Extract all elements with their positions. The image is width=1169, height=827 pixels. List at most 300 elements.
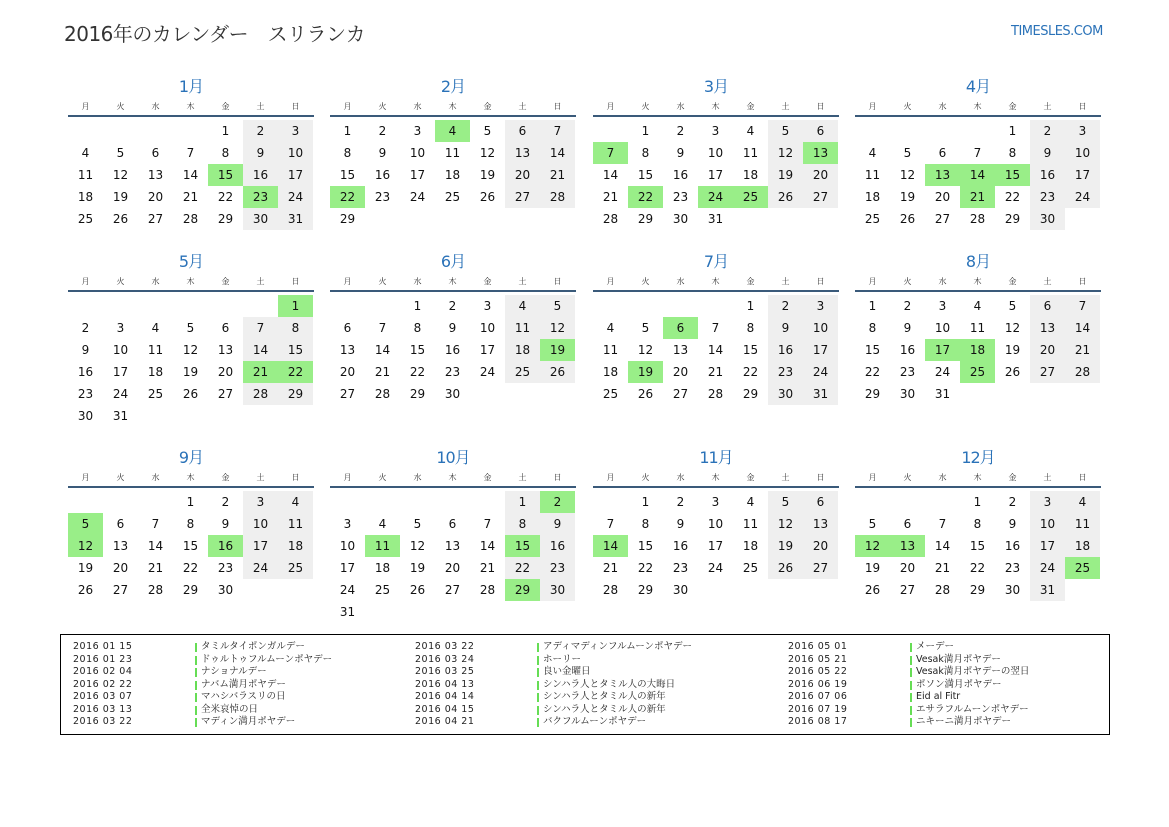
- holiday-legend: [60, 634, 1110, 735]
- day-cell: 9: [81, 343, 90, 357]
- day-cell: 11: [77, 168, 94, 182]
- holiday-day-cell: 22: [628, 186, 663, 208]
- weekday-label: 木: [448, 277, 457, 286]
- day-cell: 28: [182, 212, 199, 226]
- weekday-header: [330, 101, 576, 113]
- day-cell: 5: [768, 491, 803, 513]
- day-cell: 15: [278, 339, 313, 361]
- day-cell: 25: [505, 361, 540, 383]
- day-cell: 30: [672, 212, 689, 226]
- month-name: 5月: [178, 252, 204, 271]
- weekday-label: 火: [378, 102, 387, 111]
- day-cell: 25: [742, 561, 759, 575]
- weekday-label: 火: [641, 473, 650, 482]
- day-cell: 25: [77, 212, 94, 226]
- day-grid: [593, 491, 839, 623]
- day-cell: 8: [505, 513, 540, 535]
- day-cell: 5: [413, 517, 422, 531]
- holiday-day-cell: 29: [505, 579, 540, 601]
- day-cell: 13: [505, 142, 540, 164]
- day-cell: 18: [742, 539, 759, 553]
- day-cell: 14: [243, 339, 278, 361]
- day-cell: 12: [899, 168, 916, 182]
- day-cell: 22: [1004, 190, 1021, 204]
- month-name: 1月: [178, 77, 204, 96]
- day-grid: [593, 295, 839, 427]
- day-cell: 29: [339, 212, 356, 226]
- holiday-day-cell: 6: [663, 317, 698, 339]
- day-cell: 25: [602, 387, 619, 401]
- weekday-label: 金: [483, 102, 492, 111]
- weekday-header: [68, 472, 314, 484]
- day-cell: 18: [147, 365, 164, 379]
- day-cell: 14: [934, 539, 951, 553]
- day-cell: 5: [483, 124, 492, 138]
- day-cell: 11: [864, 168, 881, 182]
- day-grid: [855, 295, 1101, 427]
- day-cell: 28: [707, 387, 724, 401]
- day-cell: 14: [147, 539, 164, 553]
- day-cell: 4: [378, 517, 387, 531]
- holiday-date: 2016 03 13: [73, 703, 133, 715]
- holiday-day-cell: 22: [330, 186, 365, 208]
- header-divider: [855, 486, 1101, 488]
- day-grid: [68, 295, 314, 427]
- day-cell: 7: [711, 321, 720, 335]
- legend-marker: [910, 693, 912, 702]
- holiday-day-cell: 13: [803, 142, 838, 164]
- site-name: TIMESLES.COM: [1011, 24, 1103, 39]
- holiday-day-cell: 21: [243, 361, 278, 383]
- day-cell: 6: [505, 120, 540, 142]
- weekday-label: 月: [868, 277, 877, 286]
- weekday-label: 日: [291, 102, 300, 111]
- day-cell: 8: [1008, 146, 1017, 160]
- day-cell: 17: [707, 168, 724, 182]
- day-cell: 4: [278, 491, 313, 513]
- day-cell: 27: [505, 186, 540, 208]
- month-name: 11月: [699, 448, 733, 467]
- day-cell: 19: [479, 168, 496, 182]
- weekday-label: 土: [518, 102, 527, 111]
- weekday-label: 金: [746, 277, 755, 286]
- day-cell: 2: [243, 120, 278, 142]
- day-cell: 7: [540, 120, 575, 142]
- weekday-label: 土: [518, 277, 527, 286]
- day-cell: 10: [243, 513, 278, 535]
- day-cell: 9: [221, 517, 230, 531]
- day-cell: 8: [641, 517, 650, 531]
- day-cell: 14: [374, 343, 391, 357]
- day-cell: 12: [637, 343, 654, 357]
- day-cell: 29: [278, 383, 313, 405]
- day-cell: 3: [938, 299, 947, 313]
- day-cell: 8: [413, 321, 422, 335]
- weekday-label: 土: [518, 473, 527, 482]
- day-grid: [855, 491, 1101, 623]
- day-cell: 30: [768, 383, 803, 405]
- day-cell: 7: [186, 146, 195, 160]
- day-cell: 3: [711, 124, 720, 138]
- day-cell: 8: [343, 146, 352, 160]
- holiday-date: 2016 04 21: [415, 716, 475, 727]
- day-cell: 28: [540, 186, 575, 208]
- day-cell: 3: [1065, 120, 1100, 142]
- day-grid: [593, 120, 839, 252]
- day-cell: 17: [707, 539, 724, 553]
- day-cell: 27: [1030, 361, 1065, 383]
- day-cell: 12: [112, 168, 129, 182]
- day-cell: 26: [637, 387, 654, 401]
- weekday-label: 日: [291, 277, 300, 286]
- day-cell: 10: [112, 343, 129, 357]
- day-cell: 19: [768, 535, 803, 557]
- holiday-name: マディン満月ポヤデー: [201, 716, 296, 727]
- day-cell: 30: [243, 208, 278, 230]
- weekday-header: [593, 472, 839, 484]
- header-divider: [68, 115, 314, 117]
- day-cell: 19: [77, 561, 94, 575]
- holiday-date: 2016 05 21: [788, 653, 848, 665]
- day-cell: 4: [606, 321, 615, 335]
- weekday-label: 木: [711, 277, 720, 286]
- holiday-date: 2016 05 01: [788, 641, 848, 652]
- day-cell: 27: [112, 583, 129, 597]
- day-cell: 28: [602, 212, 619, 226]
- day-cell: 11: [602, 343, 619, 357]
- day-cell: 29: [409, 387, 426, 401]
- day-cell: 24: [479, 365, 496, 379]
- day-cell: 15: [637, 539, 654, 553]
- day-cell: 10: [934, 321, 951, 335]
- weekday-label: 火: [378, 277, 387, 286]
- day-grid: [68, 491, 314, 623]
- day-cell: 16: [444, 343, 461, 357]
- day-cell: 24: [112, 387, 129, 401]
- day-cell: 30: [1004, 583, 1021, 597]
- day-cell: 29: [742, 387, 759, 401]
- holiday-name: Vesak満月ポヤデーの翌日: [916, 666, 1030, 677]
- day-cell: 9: [1008, 517, 1017, 531]
- day-cell: 9: [540, 513, 575, 535]
- weekday-label: 水: [151, 102, 160, 111]
- weekday-label: 月: [343, 473, 352, 482]
- holiday-date: 2016 04 13: [415, 678, 475, 690]
- day-cell: 19: [1004, 343, 1021, 357]
- day-cell: 26: [768, 186, 803, 208]
- day-cell: 19: [182, 365, 199, 379]
- day-cell: 17: [1030, 535, 1065, 557]
- day-cell: 11: [742, 146, 759, 160]
- day-cell: 25: [374, 583, 391, 597]
- day-cell: 18: [505, 339, 540, 361]
- day-cell: 29: [637, 583, 654, 597]
- day-cell: 6: [116, 517, 125, 531]
- day-cell: 4: [746, 495, 755, 509]
- day-cell: 13: [147, 168, 164, 182]
- weekday-header: [330, 276, 576, 288]
- day-cell: 1: [1008, 124, 1017, 138]
- day-cell: 13: [217, 343, 234, 357]
- header-divider: [593, 115, 839, 117]
- day-cell: 17: [112, 365, 129, 379]
- day-cell: 23: [77, 387, 94, 401]
- day-cell: 1: [641, 124, 650, 138]
- day-cell: 6: [343, 321, 352, 335]
- holiday-day-cell: 5: [68, 513, 103, 535]
- legend-marker: [910, 706, 912, 715]
- day-cell: 7: [378, 321, 387, 335]
- weekday-label: 日: [816, 102, 825, 111]
- day-cell: 24: [934, 365, 951, 379]
- day-cell: 18: [77, 190, 94, 204]
- day-cell: 29: [182, 583, 199, 597]
- day-cell: 3: [803, 295, 838, 317]
- weekday-label: 月: [606, 277, 615, 286]
- weekday-label: 土: [781, 473, 790, 482]
- holiday-day-cell: 4: [435, 120, 470, 142]
- day-cell: 28: [374, 387, 391, 401]
- day-cell: 11: [444, 146, 461, 160]
- day-cell: 14: [1065, 317, 1100, 339]
- legend-marker: [910, 681, 912, 690]
- day-cell: 3: [1030, 491, 1065, 513]
- weekday-label: 水: [413, 102, 422, 111]
- weekday-label: 月: [343, 277, 352, 286]
- holiday-day-cell: 21: [960, 186, 995, 208]
- day-cell: 16: [243, 164, 278, 186]
- day-cell: 1: [221, 124, 230, 138]
- day-cell: 15: [409, 343, 426, 357]
- day-cell: 26: [1004, 365, 1021, 379]
- weekday-label: 月: [606, 473, 615, 482]
- day-cell: 27: [899, 583, 916, 597]
- day-grid: [855, 120, 1101, 252]
- day-cell: 15: [864, 343, 881, 357]
- day-cell: 18: [864, 190, 881, 204]
- day-cell: 16: [374, 168, 391, 182]
- day-cell: 9: [243, 142, 278, 164]
- holiday-day-cell: 18: [960, 339, 995, 361]
- day-cell: 21: [934, 561, 951, 575]
- day-cell: 16: [1004, 539, 1021, 553]
- day-cell: 25: [147, 387, 164, 401]
- holiday-name: マハシバラスリの日: [201, 691, 286, 702]
- holiday-name: ドゥルトゥフルムーンポヤデー: [201, 653, 333, 665]
- day-cell: 6: [448, 517, 457, 531]
- weekday-label: 月: [81, 277, 90, 286]
- weekday-label: 金: [1008, 277, 1017, 286]
- day-cell: 21: [602, 561, 619, 575]
- day-cell: 18: [278, 535, 313, 557]
- day-cell: 18: [742, 168, 759, 182]
- day-cell: 10: [409, 146, 426, 160]
- day-cell: 13: [339, 343, 356, 357]
- day-cell: 21: [602, 190, 619, 204]
- day-cell: 4: [1065, 491, 1100, 513]
- day-cell: 21: [540, 164, 575, 186]
- day-cell: 1: [746, 299, 755, 313]
- day-cell: 22: [217, 190, 234, 204]
- weekday-label: 木: [973, 102, 982, 111]
- weekday-label: 火: [903, 277, 912, 286]
- weekday-label: 火: [641, 102, 650, 111]
- day-cell: 21: [374, 365, 391, 379]
- weekday-label: 日: [553, 277, 562, 286]
- weekday-label: 木: [973, 277, 982, 286]
- day-grid: [68, 120, 314, 252]
- holiday-day-cell: 13: [925, 164, 960, 186]
- month-name: 10月: [436, 448, 470, 467]
- weekday-label: 日: [1078, 102, 1087, 111]
- day-cell: 10: [278, 142, 313, 164]
- day-cell: 29: [637, 212, 654, 226]
- weekday-label: 金: [483, 473, 492, 482]
- holiday-date: 2016 04 15: [415, 703, 475, 715]
- header-divider: [855, 290, 1101, 292]
- header-divider: [330, 115, 576, 117]
- day-cell: 4: [973, 299, 982, 313]
- legend-marker: [195, 693, 197, 702]
- weekday-label: 日: [553, 473, 562, 482]
- holiday-day-cell: 11: [365, 535, 400, 557]
- day-cell: 10: [707, 146, 724, 160]
- day-cell: 13: [444, 539, 461, 553]
- day-cell: 24: [409, 190, 426, 204]
- legend-marker: [195, 656, 197, 665]
- day-cell: 17: [409, 168, 426, 182]
- weekday-label: 月: [868, 473, 877, 482]
- weekday-label: 月: [343, 102, 352, 111]
- holiday-name: ナショナルデー: [201, 666, 267, 677]
- day-cell: 9: [448, 321, 457, 335]
- day-cell: 5: [868, 517, 877, 531]
- weekday-label: 日: [1078, 473, 1087, 482]
- day-cell: 27: [147, 212, 164, 226]
- day-cell: 21: [707, 365, 724, 379]
- day-cell: 21: [479, 561, 496, 575]
- day-grid: [330, 491, 576, 623]
- day-cell: 12: [768, 142, 803, 164]
- day-cell: 20: [505, 164, 540, 186]
- day-cell: 30: [672, 583, 689, 597]
- legend-marker: [537, 693, 539, 702]
- day-cell: 7: [1065, 295, 1100, 317]
- day-cell: 29: [864, 387, 881, 401]
- holiday-day-cell: 13: [890, 535, 925, 557]
- header-divider: [593, 290, 839, 292]
- holiday-day-cell: 25: [733, 186, 768, 208]
- day-cell: 25: [864, 212, 881, 226]
- day-cell: 27: [803, 186, 838, 208]
- holiday-day-cell: 23: [243, 186, 278, 208]
- header-divider: [68, 290, 314, 292]
- day-cell: 2: [676, 495, 685, 509]
- day-cell: 16: [672, 539, 689, 553]
- day-cell: 9: [676, 146, 685, 160]
- day-cell: 23: [899, 365, 916, 379]
- day-cell: 16: [1030, 164, 1065, 186]
- legend-marker: [195, 643, 197, 652]
- day-cell: 21: [147, 561, 164, 575]
- day-cell: 26: [77, 583, 94, 597]
- weekday-label: 木: [186, 277, 195, 286]
- day-cell: 28: [243, 383, 278, 405]
- day-grid: [330, 120, 576, 252]
- weekday-label: 水: [938, 473, 947, 482]
- day-cell: 2: [221, 495, 230, 509]
- day-cell: 16: [540, 535, 575, 557]
- holiday-name: シンハラ人とタミル人の新年: [543, 691, 666, 702]
- weekday-label: 金: [1008, 102, 1017, 111]
- day-cell: 18: [444, 168, 461, 182]
- day-cell: 27: [339, 387, 356, 401]
- day-cell: 31: [803, 383, 838, 405]
- legend-marker: [537, 718, 539, 727]
- weekday-header: [68, 276, 314, 288]
- holiday-day-cell: 15: [995, 164, 1030, 186]
- day-cell: 31: [112, 409, 129, 423]
- day-cell: 6: [803, 491, 838, 513]
- holiday-date: 2016 03 24: [415, 653, 475, 665]
- day-cell: 27: [444, 583, 461, 597]
- day-cell: 6: [938, 146, 947, 160]
- day-cell: 28: [969, 212, 986, 226]
- holiday-name: ナバム満月ポヤデー: [201, 678, 286, 690]
- day-cell: 6: [1030, 295, 1065, 317]
- day-cell: 29: [1004, 212, 1021, 226]
- month-name: 12月: [961, 448, 995, 467]
- day-cell: 13: [672, 343, 689, 357]
- day-cell: 27: [217, 387, 234, 401]
- day-cell: 29: [969, 583, 986, 597]
- day-cell: 3: [483, 299, 492, 313]
- day-cell: 22: [637, 561, 654, 575]
- day-cell: 18: [1065, 535, 1100, 557]
- day-cell: 5: [186, 321, 195, 335]
- day-cell: 5: [1008, 299, 1017, 313]
- day-cell: 2: [81, 321, 90, 335]
- day-cell: 2: [768, 295, 803, 317]
- holiday-day-cell: 12: [855, 535, 890, 557]
- weekday-label: 日: [816, 473, 825, 482]
- day-cell: 15: [339, 168, 356, 182]
- day-cell: 22: [409, 365, 426, 379]
- day-cell: 3: [711, 495, 720, 509]
- day-cell: 28: [602, 583, 619, 597]
- day-cell: 30: [217, 583, 234, 597]
- holiday-date: 2016 03 22: [73, 716, 133, 727]
- holiday-name: 良い金曜日: [543, 666, 591, 677]
- day-cell: 20: [112, 561, 129, 575]
- holiday-name: メーデー: [916, 641, 955, 652]
- day-cell: 5: [768, 120, 803, 142]
- day-cell: 20: [803, 535, 838, 557]
- holiday-name: エサラフルムーンポヤデー: [916, 703, 1029, 715]
- day-cell: 11: [505, 317, 540, 339]
- day-cell: 23: [374, 190, 391, 204]
- day-cell: 9: [676, 517, 685, 531]
- day-cell: 28: [934, 583, 951, 597]
- day-cell: 6: [221, 321, 230, 335]
- day-cell: 8: [186, 517, 195, 531]
- weekday-label: 土: [256, 277, 265, 286]
- day-cell: 12: [1004, 321, 1021, 335]
- holiday-name: タミルタイポンガルデー: [201, 641, 305, 652]
- legend-marker: [195, 681, 197, 690]
- holiday-day-cell: 24: [698, 186, 733, 208]
- weekday-header: [855, 276, 1101, 288]
